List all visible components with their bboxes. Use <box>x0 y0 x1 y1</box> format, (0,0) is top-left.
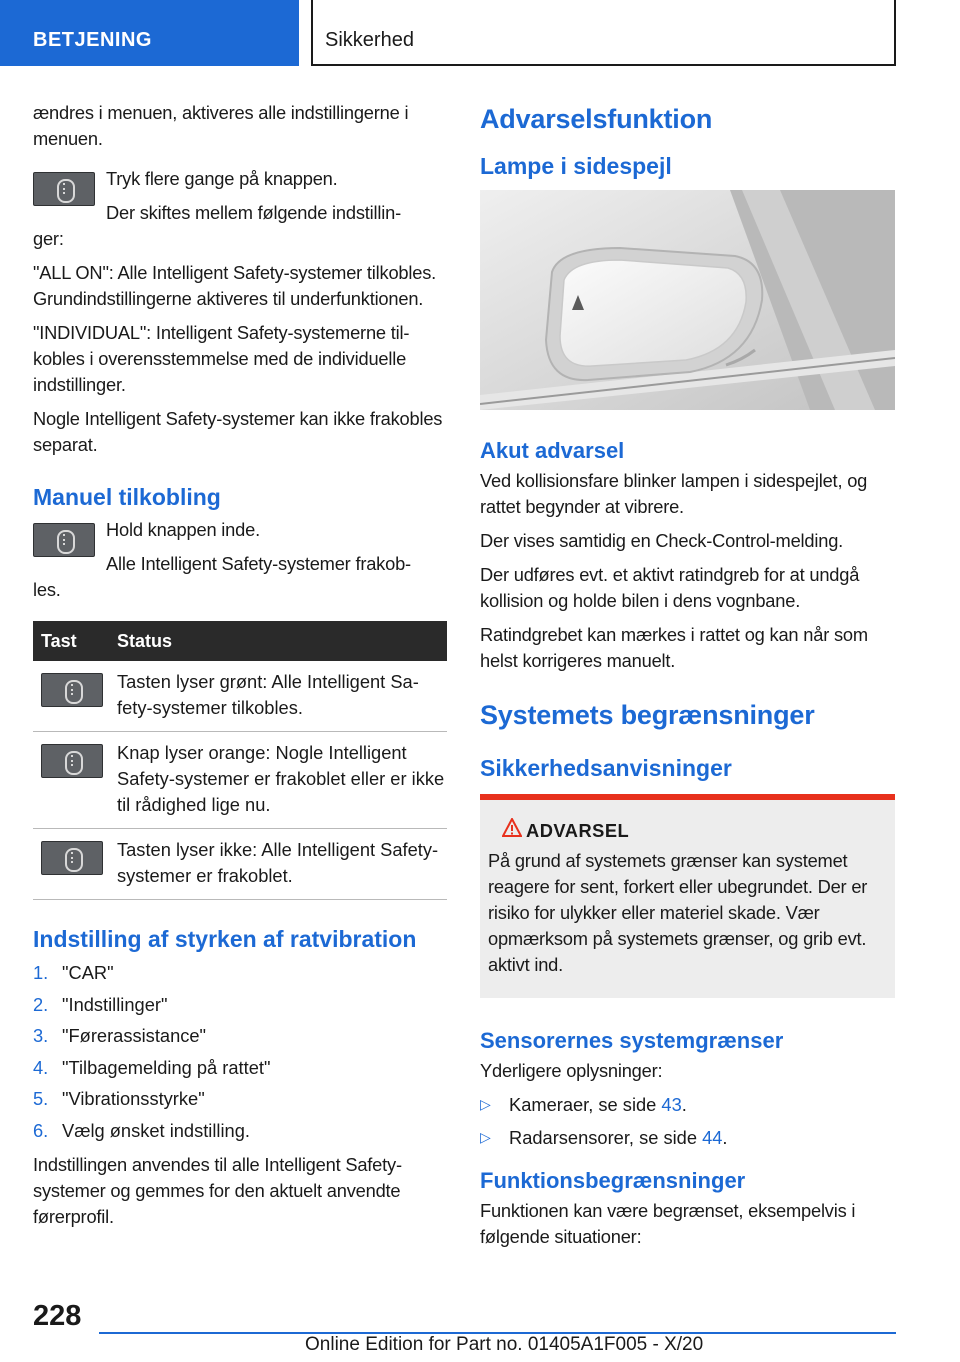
chapter-title: Sikkerhed <box>325 29 414 51</box>
list-item: ▷ Radarsensorer, se side 44. <box>480 1121 895 1154</box>
steps-list <box>33 957 447 1146</box>
frakob-b: les. <box>33 579 61 600</box>
akut-p2: Der vises samtidig en Check-Control-melding. <box>480 530 844 551</box>
section-title: BETJENING <box>33 29 152 51</box>
footer-edition: Online Edition for Part no. 01405A1F005 - X/20 <box>305 1334 704 1355</box>
list-item: 1. "CAR" <box>33 962 114 983</box>
toggle-intro-b: ger: <box>33 228 64 249</box>
sikkerhed-heading: Sikkerhedsanvisninger <box>480 755 732 781</box>
nogle-text: Nogle Intelligent Safety-systemer kan ikke frakobles separat. <box>33 408 443 455</box>
table-head-tast: Tast <box>33 621 117 661</box>
all-on-text: "ALL ON": Alle Intelligent Safety-systemer tilkobles. Grundindstillingerne aktiveres til underfunktionen. <box>33 262 437 309</box>
chapter-tab <box>0 0 299 66</box>
funktion-heading: Funktionsbegrænsninger <box>480 1168 746 1193</box>
reference-list <box>480 1088 895 1154</box>
warning-title-row <box>488 820 887 842</box>
safety-button-off-icon <box>41 841 103 875</box>
safety-button-icon <box>33 172 95 206</box>
paragraph-menu: ændres i menuen, aktiveres alle indstillingerne i menuen. <box>33 102 409 149</box>
sensor-heading: Sensorernes systemgrænser <box>480 1028 784 1053</box>
advarsel-heading: Advarselsfunktion <box>480 104 713 134</box>
funktion-text: Funktionen kan være begrænset, eksempelvis i følgende situationer: <box>480 1200 856 1247</box>
list-item: ▷ Kameraer, se side 43. <box>480 1088 895 1121</box>
triangle-bullet-icon: ▷ <box>480 1096 491 1112</box>
safety-button-green-icon <box>41 673 103 707</box>
akut-p4: Ratindgrebet kan mærkes i rattet og kan når som helst korrigeres manuelt. <box>480 624 868 671</box>
table-row <box>33 661 447 732</box>
akut-p3: Der udføres evt. et aktivt ratindgreb for at undgå kollision og holde bilen i dens vognbane. <box>480 564 860 611</box>
page-link[interactable]: 43 <box>661 1094 682 1115</box>
hold-row <box>33 517 447 577</box>
page-link[interactable]: 44 <box>702 1127 723 1148</box>
lampe-heading: Lampe i sidespejl <box>480 153 672 179</box>
akut-p1: Ved kollisionsfare blinker lampen i sidespejlet, og rattet begynder at vibrere. <box>480 470 868 517</box>
table-head-status: Status <box>117 621 447 661</box>
table-header-row <box>33 621 447 661</box>
right-column <box>480 100 895 1258</box>
warning-triangle-icon <box>502 818 522 838</box>
list-item: 2. "Indstillinger" <box>33 993 168 1015</box>
press-multiple-text: Tryk flere gange på knappen. <box>106 168 338 189</box>
warning-text: På grund af systemets grænser kan systemet reagere for sent, forkert eller ubegrundet. Der er risiko for ulykker eller materiel skade. Vær opmærksom på systemets grænser, og grib evt. aktivt ind. <box>488 850 868 975</box>
chapter-header <box>311 0 896 66</box>
manuel-heading: Manuel tilkobling <box>33 484 221 510</box>
begraensninger-heading: Systemets begrænsninger <box>480 700 815 730</box>
list-item: 4. "Tilbagemelding på rattet" <box>33 1056 271 1078</box>
side-mirror-illustration <box>480 190 895 410</box>
triangle-bullet-icon: ▷ <box>480 1129 491 1145</box>
table-cell-status: Tasten lyser ikke: Alle Intelligent Safety-systemer er frakoblet. <box>117 829 447 900</box>
table-row <box>33 829 447 900</box>
press-multiple-row <box>33 166 447 226</box>
table-cell-status: Tasten lyser grønt: Alle Intelligent Safety-systemer tilkobles. <box>117 661 447 732</box>
status-table <box>33 621 447 900</box>
table-cell-status: Knap lyser orange: Nogle Intelligent Safety-systemer er frakoblet eller er ikke til rådighed lige nu. <box>117 732 447 829</box>
side-mirror-image <box>480 190 895 410</box>
list-item: 3. "Førerassistance" <box>33 1025 207 1046</box>
warning-box <box>480 794 895 998</box>
frakob-a: Alle Intelligent Safety-systemer frakob- <box>106 553 411 574</box>
akut-heading: Akut advarsel <box>480 438 625 463</box>
page-number: 228 <box>33 1300 82 1332</box>
safety-button-icon <box>33 523 95 557</box>
hold-text: Hold knappen inde. <box>106 519 260 540</box>
ratvib-heading: Indstilling af styrken af ratvibration <box>33 926 417 952</box>
list-item: 5. "Vibrationsstyrke" <box>33 1088 205 1109</box>
table-row <box>33 732 447 829</box>
list-item: 6. Vælg ønsket indstilling. <box>33 1119 250 1141</box>
yderligere-text: Yderligere oplysninger: <box>480 1060 663 1081</box>
closing-text: Indstillingen anvendes til alle Intelligent Safety-systemer og gemmes for den aktuelt anvendte førerprofil. <box>33 1154 402 1227</box>
individual-text: "INDIVIDUAL": Intelligent Safety-systemerne tilkobles i overensstemmelse med de individuelle indstillinger. <box>33 322 410 395</box>
warning-title: ADVARSEL <box>526 820 630 841</box>
toggle-intro-a: Der skiftes mellem følgende indstillin- <box>106 202 401 223</box>
safety-button-orange-icon <box>41 744 103 778</box>
left-column <box>33 100 447 1238</box>
